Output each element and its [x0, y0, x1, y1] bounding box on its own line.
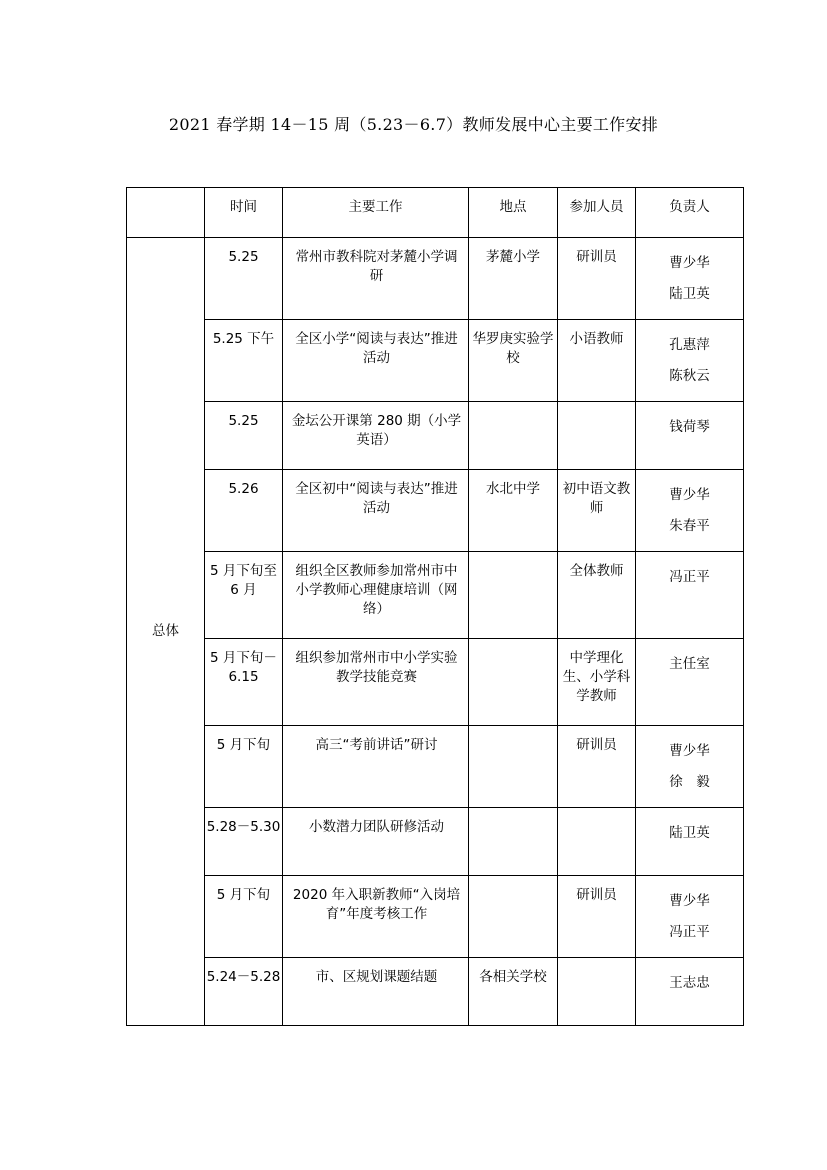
header-time: 时间 [205, 188, 283, 238]
category-cell: 总体 [127, 238, 205, 1026]
lead-name: 曹少华 [669, 743, 710, 759]
work-cell: 组织参加常州市中小学实验教学技能竞赛 [283, 639, 469, 726]
table-row [127, 808, 744, 876]
time-cell: 5.26 [205, 470, 283, 552]
place-cell [469, 402, 558, 470]
time-cell: 5 月下旬 [205, 726, 283, 808]
lead-name: 朱春平 [669, 518, 710, 534]
lead-name: 王志忠 [669, 975, 710, 991]
table-row [127, 320, 744, 402]
lead-name: 陆卫英 [669, 286, 710, 302]
work-cell: 全区初中“阅读与表达”推进活动 [283, 470, 469, 552]
table-header-row [127, 188, 744, 238]
lead-name: 陈秋云 [669, 368, 710, 384]
lead-cell [636, 320, 744, 402]
time-cell: 5.28－5.30 [205, 808, 283, 876]
lead-cell [636, 639, 744, 726]
lead-cell [636, 726, 744, 808]
header-place: 地点 [469, 188, 558, 238]
participants-cell: 中学理化生、小学科学教师 [558, 639, 636, 726]
place-cell [469, 808, 558, 876]
participants-cell [558, 808, 636, 876]
lead-cell [636, 552, 744, 639]
participants-cell: 小语教师 [558, 320, 636, 402]
lead-name: 钱荷琴 [669, 419, 710, 435]
place-cell [469, 726, 558, 808]
place-cell: 华罗庚实验学校 [469, 320, 558, 402]
time-cell: 5 月下旬－6.15 [205, 639, 283, 726]
table-row [127, 470, 744, 552]
header-work: 主要工作 [283, 188, 469, 238]
lead-name: 陆卫英 [669, 825, 710, 841]
time-cell: 5 月下旬至 6 月 [205, 552, 283, 639]
work-cell: 全区小学“阅读与表达”推进活动 [283, 320, 469, 402]
table-row [127, 726, 744, 808]
place-cell [469, 552, 558, 639]
lead-name: 曹少华 [669, 255, 710, 271]
table-row [127, 402, 744, 470]
work-cell: 常州市教科院对茅麓小学调研 [283, 238, 469, 320]
work-cell: 组织全区教师参加常州市中小学教师心理健康培训（网络） [283, 552, 469, 639]
place-cell [469, 639, 558, 726]
participants-cell: 初中语文教师 [558, 470, 636, 552]
header-empty [127, 188, 205, 238]
table-row [127, 876, 744, 958]
lead-cell [636, 958, 744, 1026]
lead-name: 主任室 [669, 656, 710, 672]
lead-cell [636, 470, 744, 552]
page-title: 2021 春学期 14－15 周（5.23－6.7）教师发展中心主要工作安排 [168, 115, 659, 134]
participants-cell [558, 958, 636, 1026]
time-cell: 5 月下旬 [205, 876, 283, 958]
lead-name: 徐 毅 [669, 774, 710, 790]
lead-cell [636, 876, 744, 958]
participants-cell [558, 402, 636, 470]
lead-name: 曹少华 [669, 893, 710, 909]
header-lead: 负责人 [636, 188, 744, 238]
table-row [127, 958, 744, 1026]
header-participants: 参加人员 [558, 188, 636, 238]
lead-name: 曹少华 [669, 487, 710, 503]
work-cell: 2020 年入职新教师“入岗培育”年度考核工作 [283, 876, 469, 958]
place-cell: 茅麓小学 [469, 238, 558, 320]
work-cell: 高三“考前讲话”研讨 [283, 726, 469, 808]
table-row [127, 238, 744, 320]
work-cell: 市、区规划课题结题 [283, 958, 469, 1026]
lead-cell [636, 402, 744, 470]
participants-cell: 研训员 [558, 876, 636, 958]
lead-cell [636, 238, 744, 320]
time-cell: 5.25 下午 [205, 320, 283, 402]
schedule-table [126, 187, 744, 1026]
place-cell: 各相关学校 [469, 958, 558, 1026]
time-cell: 5.24－5.28 [205, 958, 283, 1026]
place-cell [469, 876, 558, 958]
table-row [127, 639, 744, 726]
lead-name: 冯正平 [669, 569, 710, 585]
lead-cell [636, 808, 744, 876]
work-cell: 金坛公开课第 280 期（小学英语） [283, 402, 469, 470]
participants-cell: 全体教师 [558, 552, 636, 639]
lead-name: 冯正平 [669, 924, 710, 940]
work-cell: 小数潜力团队研修活动 [283, 808, 469, 876]
participants-cell: 研训员 [558, 238, 636, 320]
time-cell: 5.25 [205, 238, 283, 320]
time-cell: 5.25 [205, 402, 283, 470]
participants-cell: 研训员 [558, 726, 636, 808]
table-row [127, 552, 744, 639]
place-cell: 水北中学 [469, 470, 558, 552]
lead-name: 孔惠萍 [669, 337, 710, 353]
